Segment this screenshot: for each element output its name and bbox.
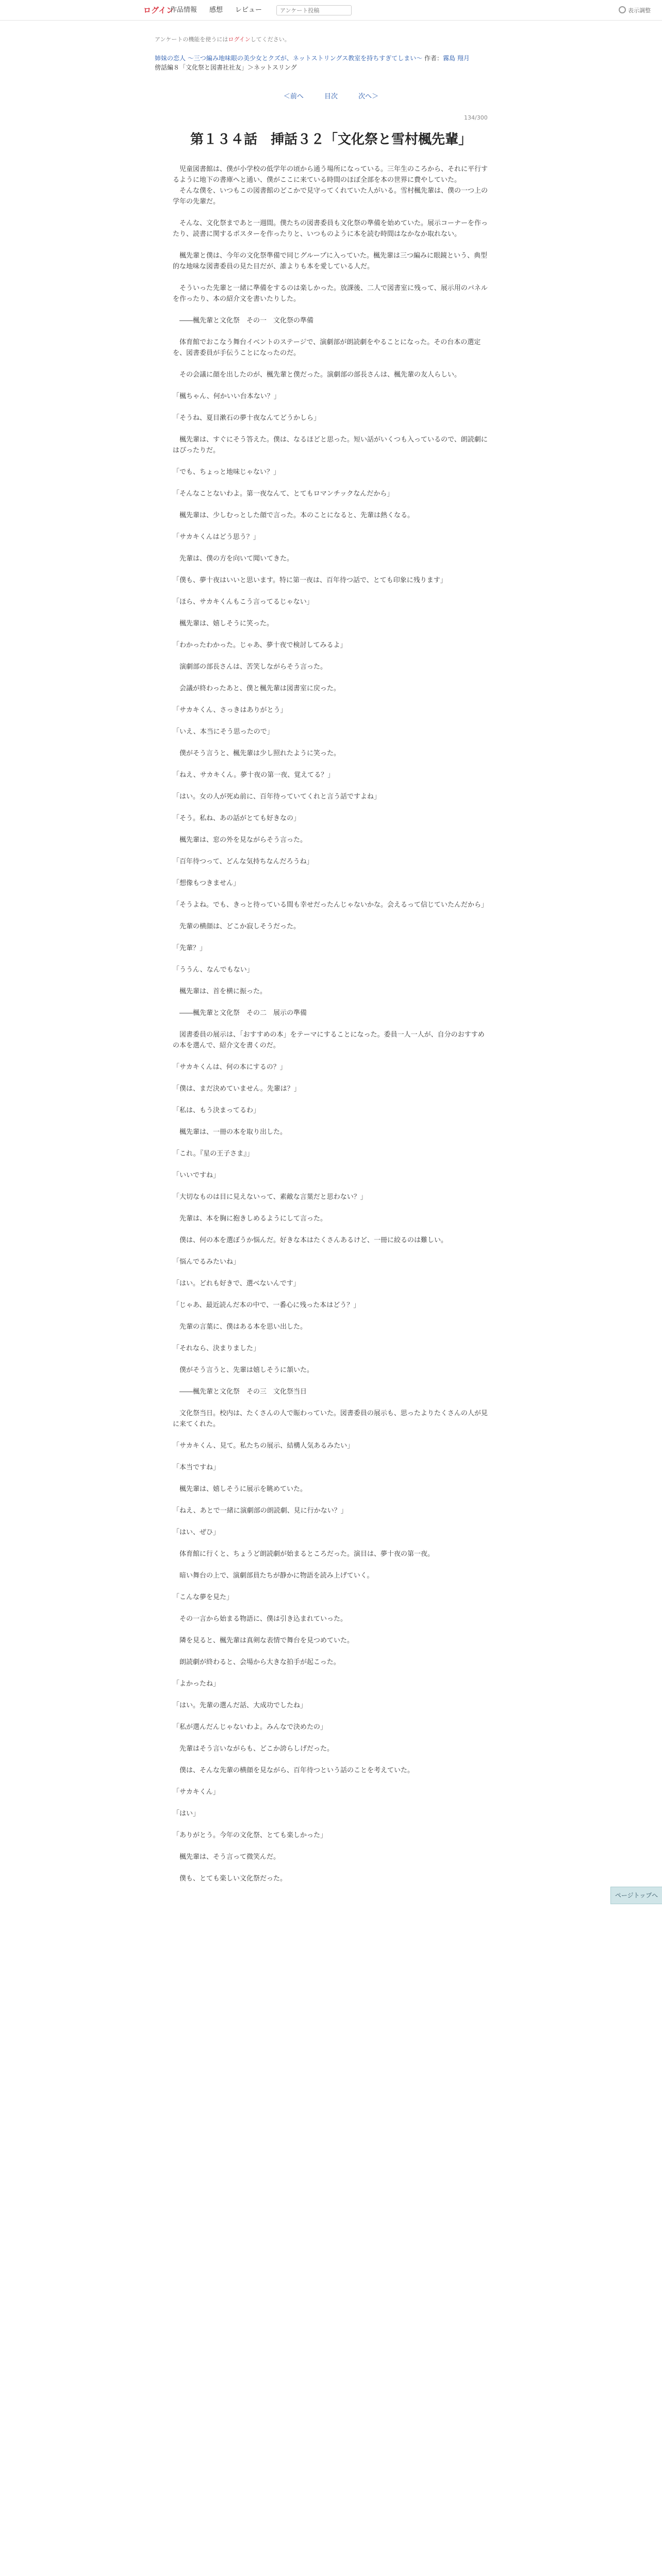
paragraph: 僕は、何の本を選ぼうか悩んだ。好きな本はたくさんあるけど、一冊に絞るのは難しい。 bbox=[173, 1236, 448, 1244]
paragraph: 「そう。私ね、あの話がとても好きなの」 bbox=[173, 815, 301, 822]
paragraph: ――楓先輩と文化祭 その二 展示の準備 bbox=[173, 1009, 307, 1017]
paragraph-gap bbox=[173, 1560, 489, 1570]
paragraph: 「ほら、サカキくんもこう言ってるじゃない」 bbox=[173, 598, 313, 606]
paragraph: 「サカキくんはどう思う？」 bbox=[173, 533, 260, 541]
paragraph-gap bbox=[173, 564, 489, 575]
paragraph: 楓先輩と僕は、今年の文化祭準備で同じグループに入っていた。楓先輩は三つ編みに眼鏡という、典型的な地味な図書委員の見た目だが、誰よりも本を愛している人だ。 bbox=[173, 252, 487, 270]
paragraph-gap bbox=[173, 1354, 489, 1365]
paragraph-gap bbox=[173, 1267, 489, 1278]
paragraph-gap bbox=[173, 499, 489, 510]
paragraph: 朗読劇が終わると、会場から大きな拍手が起こった。 bbox=[173, 1658, 340, 1666]
paragraph-gap bbox=[173, 380, 489, 391]
paragraph-gap bbox=[173, 781, 489, 791]
gear-icon[interactable] bbox=[619, 6, 626, 13]
paragraph-gap bbox=[173, 1224, 489, 1235]
paragraph-gap bbox=[173, 1138, 489, 1148]
paragraph: 「百年待つって、どんな気持ちなんだろうね」 bbox=[173, 858, 313, 866]
login-note-suffix: してください。 bbox=[250, 36, 290, 43]
paragraph: 「ねえ、サカキくん。夢十夜の第一夜、覚えてる？」 bbox=[173, 771, 335, 779]
login-link[interactable]: ログイン bbox=[143, 6, 174, 15]
paragraph: 「サカキくん、見て。私たちの展示、結構人気あるみたい」 bbox=[173, 1442, 354, 1450]
paragraph: 体育館でおこなう舞台イベントのステージで、演劇部が朗読劇をやることになった。その台本の選定を、図書委員が手伝うことになったのだ。 bbox=[173, 338, 481, 357]
paragraph-gap bbox=[173, 867, 489, 878]
paragraph-gap bbox=[173, 651, 489, 662]
paragraph-gap bbox=[173, 1819, 489, 1830]
paragraph-gap bbox=[173, 1094, 489, 1105]
paragraph-gap bbox=[173, 326, 489, 337]
paragraph: 「じゃあ、最近読んだ本の中で、一番心に残った本はどう？」 bbox=[173, 1301, 360, 1309]
paragraph: 文化祭当日。校内は、たくさんの人で賑わっていた。図書委員の展示も、思ったよりたくさんの人が見に来てくれた。 bbox=[173, 1410, 488, 1428]
paragraph-gap bbox=[173, 1798, 489, 1808]
paragraph-gap bbox=[173, 954, 489, 964]
display-settings-label[interactable]: 表示調整 bbox=[628, 7, 651, 14]
paragraph-gap bbox=[173, 586, 489, 597]
nav-item-impressions[interactable]: 感想 bbox=[209, 6, 223, 14]
paragraph-gap bbox=[173, 824, 489, 835]
paragraph-gap bbox=[173, 1581, 489, 1592]
paragraph-gap bbox=[173, 478, 489, 488]
paragraph: 「ありがとう。今年の文化祭、とても楽しかった」 bbox=[173, 1832, 327, 1839]
paragraph: 先輩はそう言いながらも、どこか誇らしげだった。 bbox=[173, 1745, 334, 1753]
paragraph-gap bbox=[173, 1711, 489, 1722]
paragraph: 「そうね、夏目漱石の夢十夜なんてどうかしら」 bbox=[173, 414, 321, 422]
paragraph: 会議が終わったあと、僕と楓先輩は図書室に戻った。 bbox=[173, 685, 340, 692]
paragraph-gap bbox=[173, 1841, 489, 1852]
novel-body bbox=[173, 164, 489, 1884]
paragraph-gap bbox=[173, 1754, 489, 1765]
paragraph: ――楓先輩と文化祭 その一 文化祭の準備 bbox=[173, 317, 314, 325]
paragraph-gap bbox=[173, 207, 489, 218]
paragraph: 「本当ですね」 bbox=[173, 1464, 220, 1471]
paragraph: 「はい、ぜひ」 bbox=[173, 1529, 220, 1536]
paragraph: 先輩は、僕の方を向いて聞いてきた。 bbox=[173, 555, 294, 563]
paragraph: 「これ。『星の王子さま』」 bbox=[173, 1150, 254, 1158]
paragraph: 楓先輩は、少しむっとした顔で言った。本のことになると、先輩は熱くなる。 bbox=[173, 512, 415, 519]
paragraph-gap bbox=[173, 1332, 489, 1343]
paragraph: 「でも、ちょっと地味じゃない？」 bbox=[173, 468, 280, 476]
paragraph: 「こんな夢を見た」 bbox=[173, 1594, 234, 1601]
paragraph: 先輩の横顔は、どこか寂しそうだった。 bbox=[173, 923, 301, 930]
paragraph: そんな僕を、いつもこの図書館のどこかで見守ってくれていた人がいる。雪村楓先輩は、僕の一つ上の学年の先輩だ。 bbox=[173, 187, 488, 206]
paragraph-gap bbox=[173, 402, 489, 413]
paragraph-gap bbox=[173, 802, 489, 813]
paragraph-gap bbox=[173, 1181, 489, 1192]
paragraph-gap bbox=[173, 1495, 489, 1505]
paragraph: 「先輩？」 bbox=[173, 944, 207, 952]
global-nav bbox=[0, 0, 662, 21]
paragraph: 暗い舞台の上で、演劇部員たちが静かに物語を読み上げていく。 bbox=[173, 1572, 374, 1580]
paragraph: 楓先輩は、窓の外を見ながらそう言った。 bbox=[173, 836, 307, 844]
paragraph-gap bbox=[173, 1603, 489, 1614]
paragraph: そんな、文化祭まであと一週間。僕たちの図書委員も文化祭の準備を始めていた。展示コーナーを作ったり、読書に関するポスターを作ったりと、いつものように本を読む時間はなかなか取れない。 bbox=[173, 219, 488, 238]
paragraph: その会議に顔を出したのが、楓先輩と僕だった。演劇部の部長さんは、楓先輩の友人らしい。 bbox=[173, 371, 461, 379]
paragraph: 「はい。どれも好きで、選べないんです」 bbox=[173, 1280, 300, 1287]
paragraph-gap bbox=[173, 1073, 489, 1083]
paragraph-gap bbox=[173, 997, 489, 1008]
paragraph-gap bbox=[173, 1116, 489, 1127]
page-count: 134/300 bbox=[464, 114, 488, 121]
paragraph: 楓先輩は、一冊の本を取り出した。 bbox=[173, 1128, 287, 1136]
paragraph: 「サカキくん、さっきはありがとう」 bbox=[173, 706, 287, 714]
paragraph-gap bbox=[173, 1397, 489, 1408]
login-note-prefix: アンケートの機能を使うには bbox=[155, 36, 228, 43]
paragraph-gap bbox=[173, 716, 489, 726]
paragraph: 楓先輩は、すぐにそう答えた。僕は、なるほどと思った。短い話がいくつも入っているので、朗読劇にはぴったりだ。 bbox=[173, 436, 488, 454]
paragraph: 「はい。先輩の選んだ話、大成功でしたね」 bbox=[173, 1702, 307, 1709]
paragraph: 「私は、もう決まってるわ」 bbox=[173, 1107, 260, 1114]
paragraph-gap bbox=[173, 1451, 489, 1462]
paragraph: 楓先輩は、そう言って微笑んだ。 bbox=[173, 1853, 280, 1861]
paragraph: 楓先輩は、嬉しそうに笑った。 bbox=[173, 620, 274, 628]
paragraph: 「わかったわかった。じゃあ、夢十夜で検討してみるよ」 bbox=[173, 641, 347, 649]
paragraph-gap bbox=[173, 759, 489, 770]
paragraph: 「僕も、夢十夜はいいと思います。特に第一夜は、百年待つ話で、とても印象に残ります」 bbox=[173, 577, 447, 584]
paragraph: 「大切なものは目に見えないって、素敵な言葉だと思わない？」 bbox=[173, 1193, 367, 1201]
paragraph-gap bbox=[173, 1246, 489, 1257]
paragraph: 楓先輩は、嬉しそうに展示を眺めていた。 bbox=[173, 1485, 307, 1493]
paragraph-gap bbox=[173, 304, 489, 315]
paragraph: 「私が選んだんじゃないわよ。みんなで決めたの」 bbox=[173, 1723, 327, 1731]
page-top-button[interactable]: ページトップへ bbox=[610, 1887, 662, 1904]
series-info bbox=[155, 54, 507, 72]
login-note-link[interactable]: ログイン bbox=[228, 36, 251, 43]
nav-item-review[interactable]: レビュー bbox=[235, 6, 262, 14]
paragraph: 「ううん、なんでもない」 bbox=[173, 966, 254, 974]
paragraph-gap bbox=[173, 1019, 489, 1029]
paragraph-gap bbox=[173, 1311, 489, 1321]
paragraph: 隣を見ると、楓先輩は真剣な表情で舞台を見つめていた。 bbox=[173, 1637, 354, 1645]
paragraph: 先輩は、本を胸に抱きしめるようにして言った。 bbox=[173, 1215, 327, 1223]
paragraph: そういった先輩と一緒に準備をするのは楽しかった。放課後、二人で図書室に残って、展示用のパネルを作ったり、本の紹介文を書いたりした。 bbox=[173, 284, 488, 303]
paragraph: 演劇部の部長さんは、苦笑しながらそう言った。 bbox=[173, 663, 327, 671]
paragraph: 「よかったね」 bbox=[173, 1680, 220, 1688]
paragraph: 「悩んでるみたいね」 bbox=[173, 1258, 240, 1266]
paragraph: 「サカキくん」 bbox=[173, 1788, 220, 1796]
paragraph-gap bbox=[173, 910, 489, 921]
paragraph-gap bbox=[173, 889, 489, 900]
paragraph-gap bbox=[173, 1646, 489, 1657]
paragraph: 「そうよね。でも、きっと待っている間も幸せだったんじゃないかな。会えるって信じていたんだから」 bbox=[173, 901, 488, 909]
paragraph-gap bbox=[173, 694, 489, 705]
paragraph-gap bbox=[173, 359, 489, 369]
paragraph-gap bbox=[173, 1159, 489, 1170]
series-title-link[interactable]: 姉妹の恋人 ～三つ編み地味眼の美少女とクズが、ネットストリングス教室を持ちすぎてしまい～ bbox=[155, 55, 423, 62]
survey-input[interactable] bbox=[276, 5, 352, 15]
paragraph-gap bbox=[173, 607, 489, 618]
paragraph-gap bbox=[173, 1473, 489, 1484]
paragraph-gap bbox=[173, 1051, 489, 1062]
paragraph-gap bbox=[173, 629, 489, 640]
paragraph: 「僕は、まだ決めていません。先輩は？」 bbox=[173, 1085, 301, 1093]
index-link[interactable]: 目次 bbox=[324, 93, 338, 100]
paragraph: 図書委員の展示は、「おすすめの本」をテーマにすることになった。委員一人一人が、自分のおすすめの本を選んで、紹介文を書くのだ。 bbox=[173, 1031, 485, 1049]
paragraph: 僕も、とても楽しい文化祭だった。 bbox=[173, 1875, 287, 1883]
paragraph: 「そんなことないわよ。第一夜なんて、とてもロマンチックなんだから」 bbox=[173, 490, 394, 498]
paragraph-gap bbox=[173, 1516, 489, 1527]
paragraph: 楓先輩は、首を横に振った。 bbox=[173, 988, 267, 995]
paragraph-gap bbox=[173, 975, 489, 986]
paragraph: 「サカキくんは、何の本にするの？」 bbox=[173, 1063, 287, 1071]
paragraph: その一言から始まる物語に、僕は引き込まれていった。 bbox=[173, 1615, 347, 1623]
paragraph: ――楓先輩と文化祭 その三 文化祭当日 bbox=[173, 1388, 307, 1396]
paragraph-gap bbox=[173, 272, 489, 283]
paragraph-gap bbox=[173, 1430, 489, 1440]
paragraph: 先輩の言葉に、僕はある本を思い出した。 bbox=[173, 1323, 307, 1331]
paragraph: 「いえ、本当にそう思ったので」 bbox=[173, 728, 274, 736]
paragraph: 体育館に行くと、ちょうど朗読劇が始まるところだった。演目は、夢十夜の第一夜。 bbox=[173, 1550, 435, 1558]
paragraph-gap bbox=[173, 456, 489, 467]
paragraph-gap bbox=[173, 543, 489, 553]
login-note bbox=[155, 35, 290, 43]
nav-item-work-info[interactable]: 作品情報 bbox=[170, 6, 197, 14]
paragraph-gap bbox=[173, 1289, 489, 1300]
paragraph: 「想像もつきません」 bbox=[173, 879, 240, 887]
next-link[interactable]: 次へ＞ bbox=[358, 93, 379, 100]
paragraph: 「それなら、決まりました」 bbox=[173, 1345, 260, 1352]
author-label: 作者： bbox=[424, 55, 443, 62]
paragraph: 児童図書館は、僕が小学校の低学年の頃から通う場所になっている。三年生のころから、それに平行するように地下の書庫へと通い、僕がここに来ている時間のほぼ全部を本の世界に費やしていた。 bbox=[173, 165, 488, 184]
paragraph-gap bbox=[173, 845, 489, 856]
paragraph: 僕は、そんな先輩の横顔を見ながら、百年待つという話のことを考えていた。 bbox=[173, 1767, 415, 1774]
paragraph: 「はい。女の人が死ぬ前に、百年待っていてくれと言う話ですよね」 bbox=[173, 793, 381, 801]
paragraph-gap bbox=[173, 1202, 489, 1213]
author-link[interactable]: 霧島 翔月 bbox=[443, 55, 470, 62]
paragraph-gap bbox=[173, 1624, 489, 1635]
chapter-label: 傍話編８「文化祭と図書社社友」＞ネットスリング bbox=[155, 64, 297, 71]
paragraph-gap bbox=[173, 1668, 489, 1679]
paragraph-gap bbox=[173, 932, 489, 943]
paragraph: 「はい」 bbox=[173, 1810, 200, 1818]
paragraph: 「楓ちゃん、何かいい台本ない？」 bbox=[173, 393, 280, 400]
paragraph-gap bbox=[173, 1776, 489, 1787]
paragraph-gap bbox=[173, 1376, 489, 1386]
paragraph: 「ねえ、あとで一緒に演劇部の朗読劇、見に行かない？」 bbox=[173, 1507, 347, 1515]
paragraph-gap bbox=[173, 672, 489, 683]
paragraph-gap bbox=[173, 1733, 489, 1743]
paragraph-gap bbox=[173, 240, 489, 250]
episode-title: 第１３４話 挿話３２「文化祭と雪村楓先輩」 bbox=[190, 132, 472, 147]
paragraph-gap bbox=[173, 1689, 489, 1700]
paragraph: 「いいですね」 bbox=[173, 1172, 220, 1179]
pager-top bbox=[0, 91, 662, 100]
paragraph-gap bbox=[173, 1538, 489, 1549]
paragraph-gap bbox=[173, 1862, 489, 1873]
paragraph-gap bbox=[173, 521, 489, 532]
paragraph-gap bbox=[173, 423, 489, 434]
prev-link[interactable]: ＜前へ bbox=[283, 93, 304, 100]
paragraph: 僕がそう言うと、楓先輩は少し照れたように笑った。 bbox=[173, 750, 341, 757]
paragraph-gap bbox=[173, 737, 489, 748]
paragraph: 僕がそう言うと、先輩は嬉しそうに頷いた。 bbox=[173, 1366, 314, 1374]
